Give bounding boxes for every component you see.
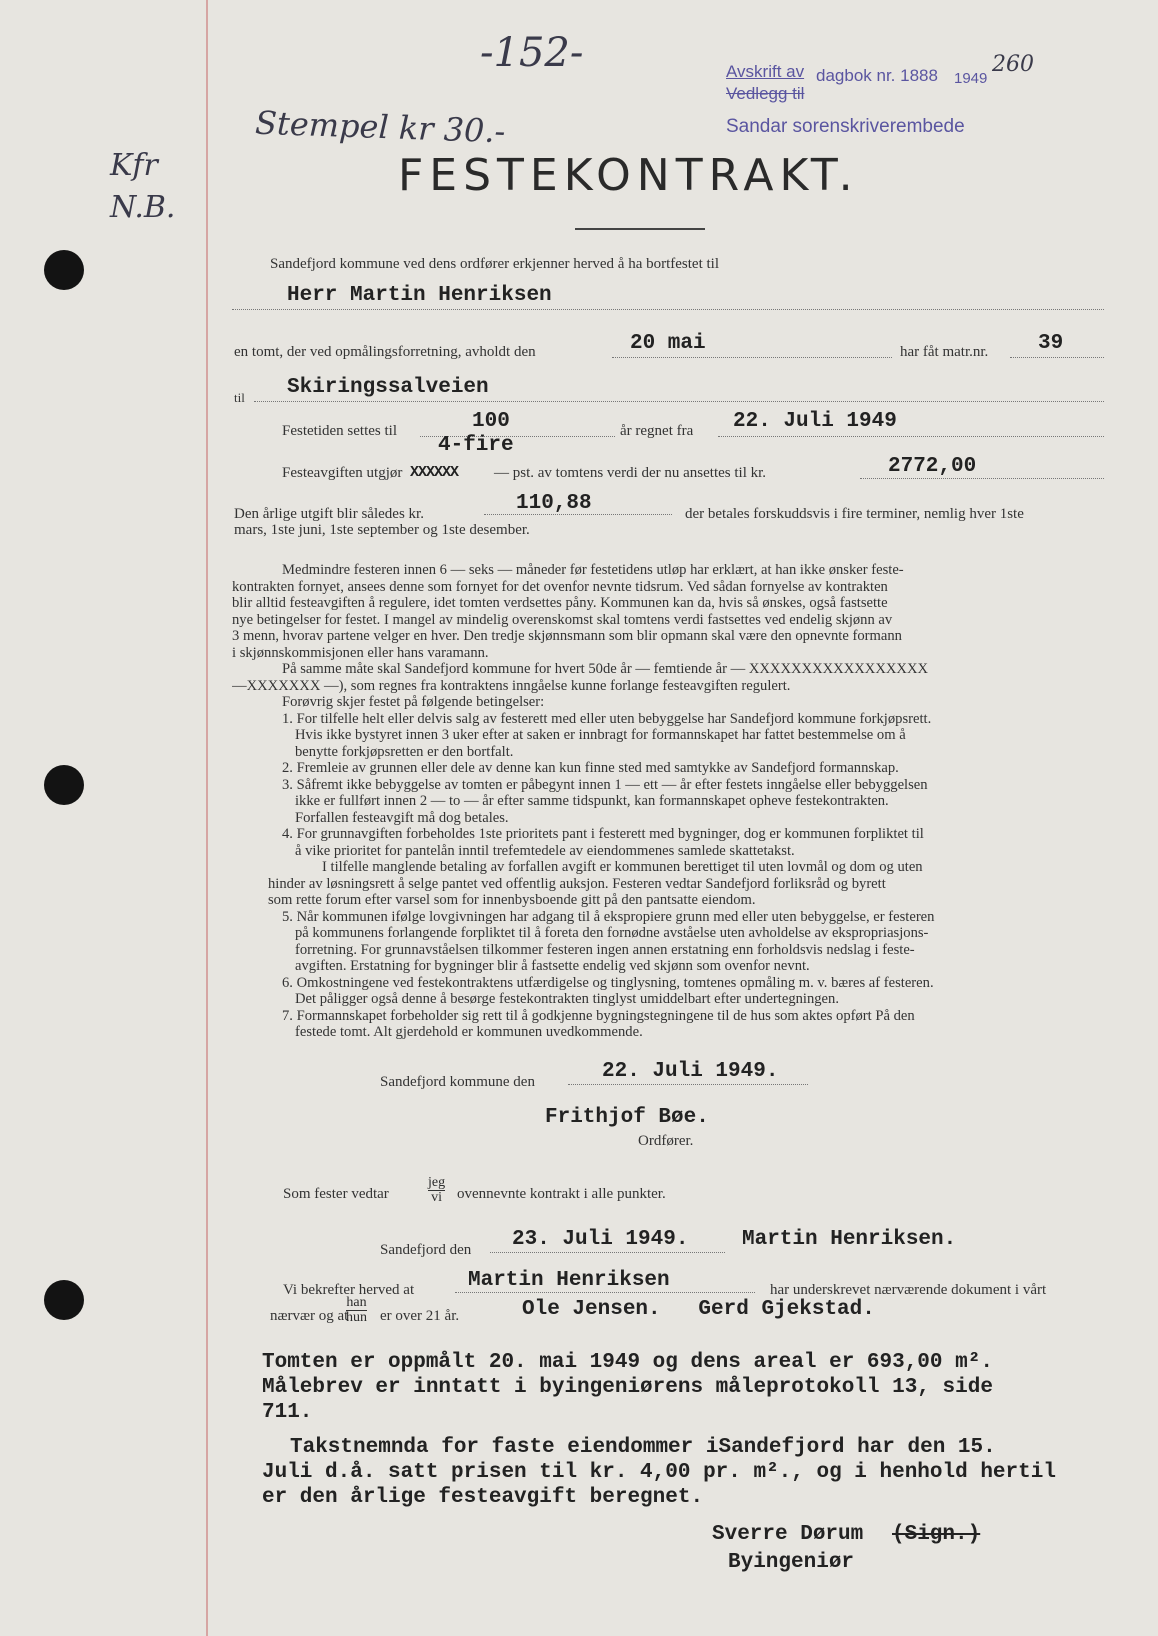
term-line: blir alltid festeavgiften å regulere, idet tomten verdsettes påny. Kommunen kan da, hvis så ønskes, også fastsette (232, 595, 888, 611)
dotted-line (232, 309, 1104, 310)
intro-text: Sandefjord kommune ved dens ordfører erkjenner herved å ha bortfestet til (270, 256, 720, 272)
lessee-date: 23. Juli 1949. (512, 1228, 689, 1251)
fee-text: — pst. av tomtens verdi der nu ansettes til kr. (494, 465, 767, 481)
dotted-line (568, 1084, 808, 1085)
dotted-line (718, 436, 1104, 437)
witness-line2-post: er over 21 år. (380, 1308, 460, 1324)
document-title: FESTEKONTRAKT. (398, 150, 859, 201)
addendum-line: Tomten er oppmålt 20. mai 1949 og dens areal er 693,00 m². (262, 1351, 993, 1374)
stamp-handwritten-number: 260 (992, 52, 1034, 77)
punch-hole (44, 765, 84, 805)
term-line: I tilfelle manglende betaling av forfallen avgift er kommunen berettiget til uten lovmål og dom og uten (322, 859, 923, 875)
stamp-duty-note: Stempel kr 30.- (254, 103, 507, 151)
annual-amount: 110,88 (516, 492, 592, 515)
term-years: 100 (472, 410, 510, 433)
accept-pre: Som fester vedtar (283, 1186, 389, 1202)
term-line: 3. Såfremt ikke bebyggelse av tomten er påbegynt innen 1 — ett — år efter festets inngåelse eller bebyggelsen (282, 776, 928, 793)
term-line: som rette forum efter varsel som for innenbysboende gitt på den pantsatte eiendom. (268, 892, 756, 908)
term-line: i skjønnskommisjonen eller hans varamann. (232, 644, 489, 661)
addendum-line: er den årlige festeavgift beregnet. (262, 1486, 704, 1509)
term-line: 3 menn, hvorav partene velger en hver. Den tredje skjønnsmann som blir opmann skal være den opnevnte formann (232, 628, 902, 644)
punch-hole (44, 1280, 84, 1320)
term-line: hinder av løsningsrett å selge pantet ved offentlig auksjon. Festeren vedtar Sandefjord forliksråd og byrett (268, 875, 886, 892)
witness-post: har underskrevet nærværende dokument i vårt (770, 1282, 1047, 1298)
contract-terms (232, 562, 1108, 1041)
han-hun-choice (346, 1296, 367, 1325)
term-line: kontrakten fornyet, ansees denne som fornyet for det ovenfor nevnte tidsrum. Ved sådan fornyelse av kontrakten (232, 578, 888, 595)
term-line: benytte forkjøpsretten er den bortfalt. (295, 743, 514, 760)
stamp-court-name: Sandar sorenskriverembede (726, 116, 965, 137)
addendum-line: Målebrev er inntatt i byingeniørens måleprotokoll 13, side (262, 1376, 993, 1399)
term-line: å vike prioritet for pantelån inntil trefemtedele av eiendommenes samlede skattetakst. (295, 842, 795, 859)
term-line: nye betingelser for festet. I mangel av mindelig overenskomst skal tomtens verdi fastsettes ved endelig skjønn av (232, 611, 893, 628)
stamp-line-avskrift: Avskrift av (726, 62, 805, 81)
witness-pre: Vi bekrefter herved at (283, 1282, 415, 1298)
term-line: Det påligger også denne å besørge festekontrakten tinglyst umiddelbart efter undertegningen. (295, 991, 839, 1007)
choice-vi: vi (431, 1190, 442, 1205)
title-underline (575, 228, 705, 230)
annual-rest-2: mars, 1ste juni, 1ste september og 1ste desember. (234, 522, 530, 538)
term-line: forretning. For grunnavståelsen tilkommer festeren ingen annen erstatning enn forholdsvis nedslag i feste- (295, 941, 915, 958)
addendum-line: Juli d.å. satt prisen til kr. 4,00 pr. m²., og i henhold hertil (262, 1461, 1056, 1484)
term-line: festede tomt. Alt gjerdehold er kommunen uvedkommende. (295, 1024, 643, 1040)
matr-label: har fåt matr.nr. (900, 344, 989, 360)
dotted-line (490, 1252, 725, 1253)
dotted-line (484, 514, 672, 515)
engineer-name: Sverre Dørum (712, 1523, 864, 1546)
stamp-dagbok-nr: dagbok nr. 1888 (816, 66, 938, 85)
choice-jeg: jeg (428, 1175, 446, 1190)
jeg-vi-choice (428, 1176, 445, 1205)
annual-label: Den årlige utgift blir således kr. (234, 506, 424, 522)
sign-place: Sandefjord kommune den (380, 1074, 535, 1090)
engineer-title: Byingeniør (728, 1551, 855, 1574)
term-line: 4. For grunnavgiften forbeholdes 1ste prioritets pant i festerett med bygninger, dog er kommunen forpliktet til (282, 826, 924, 842)
matr-number: 39 (1038, 332, 1064, 355)
years-label: år regnet fra (620, 423, 694, 439)
dotted-line (254, 401, 1104, 402)
fee-percent: 4-fire (438, 434, 514, 457)
addendum-line: 711. (262, 1401, 313, 1424)
til-label: til (234, 390, 245, 405)
accept-post: ovennevnte kontrakt i alle punkter. (457, 1186, 666, 1202)
term-line: Forøvrig skjer festet på følgende betingelser: (282, 694, 545, 710)
term-line: 5. Når kommunen ifølge lovgivningen har adgang til å ekspropiere grunn med eller uten bebyggelse, er festeren (282, 908, 935, 925)
dotted-line (612, 357, 892, 358)
term-line: —XXXXXXX —), som regnes fra kontraktens inngåelse kunne forlange festeavgiften regulert. (232, 677, 791, 694)
page-number: -152- (480, 30, 584, 76)
annual-rest: der betales forskuddsvis i fire terminer, nemlig hver 1ste (685, 506, 1024, 522)
stamp-year: 1949 (954, 70, 988, 87)
value-kr: 2772,00 (888, 455, 977, 478)
term-line: 2. Fremleie av grunnen eller dele av denne kan kun finne sted med samtykke av Sandefjord formannskap. (282, 760, 899, 776)
sign-date: 22. Juli 1949. (602, 1060, 779, 1083)
term-line: På samme måte skal Sandefjord kommune for hvert 50de år — femtiende år — XXXXXXXXXXXXXXXXX (282, 661, 929, 677)
fee-struck-text: XXXXXX (410, 464, 459, 481)
fee-label: Festeavgiften utgjør (282, 465, 403, 481)
witness-line2-pre: nærvær og at (270, 1308, 349, 1324)
witness-subject: Martin Henriksen (468, 1269, 670, 1292)
dotted-line (860, 478, 1104, 479)
addendum-price (262, 1435, 1056, 1510)
engineer-struck-sign: (Sign.) (892, 1523, 981, 1546)
stamp-line-vedlegg: Vedlegg til (726, 84, 805, 103)
term-line: 1. For tilfelle helt eller delvis salg av festerett med eller uten bebyggelse har Sandefjord kommune forkjøpsrett. (282, 710, 932, 727)
dotted-line (1010, 357, 1104, 358)
term-line: avgiften. Erstatning for bygninger blir å fastsette endelig ved skjønn som ovenfor nevnt. (295, 958, 810, 974)
term-line: Hvis ikke bystyret innen 3 uker efter at saken er innbragt for formannskapet har fattet bestemmelse om å (295, 727, 906, 743)
term-line: 6. Omkostningene ved festekontraktens utfærdigelse og tinglysning, tomtenes opmåling m. v. bæres af festeren. (282, 974, 934, 991)
choice-hun: hun (346, 1310, 367, 1325)
plot-text: en tomt, der ved opmålingsforretning, avholdt den (234, 344, 536, 360)
choice-han: han (346, 1295, 367, 1310)
term-line: 7. Formannskapet forbeholder sig rett til å godkjenne bygningstegningene til de hus som aktes opført På den (282, 1007, 915, 1024)
addendum-survey (262, 1350, 993, 1425)
witness-names: Ole Jensen. Gerd Gjekstad. (522, 1298, 875, 1321)
mayor-title: Ordfører. (638, 1133, 694, 1149)
term-label: Festetiden settes til (282, 423, 397, 439)
lessee-signature: Martin Henriksen. (742, 1228, 957, 1251)
start-date: 22. Juli 1949 (733, 410, 897, 433)
addendum-line: Takstnemnda for faste eiendommer iSandefjord har den 15. (290, 1436, 996, 1459)
term-line: Forfallen festeavgift må dog betales. (295, 809, 509, 826)
punch-hole (44, 250, 84, 290)
term-line: på kommunens forlangende forpliktet til å foreta den fornødne avståelse uten avholdelse av ekspropriasjons- (295, 925, 929, 941)
survey-date: 20 mai (630, 332, 706, 355)
lessee-name: Herr Martin Henriksen (287, 284, 552, 307)
margin-initials-nb: N.B. (110, 190, 176, 225)
lessee-place: Sandefjord den (380, 1242, 472, 1258)
street-name: Skiringssalveien (287, 376, 489, 399)
term-line: ikke er fullført innen 2 — to — år efter samme tidspunkt, kan formannskapet opheve festekontrakten. (295, 793, 889, 809)
term-line: Medmindre festeren innen 6 — seks — måneder før festetidens utløp har erklært, at han ikke ønsker feste- (282, 562, 904, 578)
margin-initials-kfr: Kfr (110, 148, 158, 183)
dotted-line (455, 1292, 755, 1293)
mayor-name: Frithjof Bøe. (545, 1106, 709, 1129)
red-margin-line (206, 0, 208, 1636)
